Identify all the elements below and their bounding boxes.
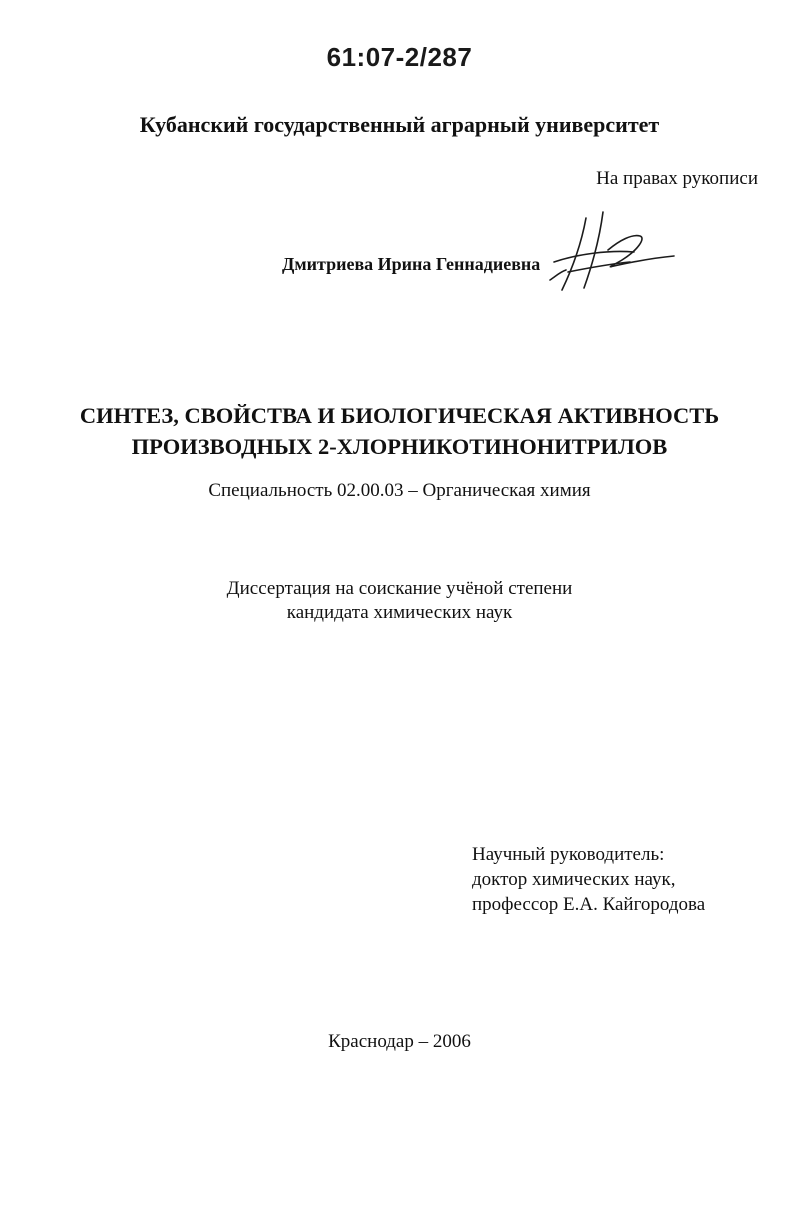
- degree-statement: [0, 577, 799, 625]
- city-year: Краснодар – 2006: [328, 1031, 471, 1052]
- supervisor-line-1: Научный руководитель:: [472, 844, 665, 865]
- supervisor-line-3: профессор Е.А. Кайгородова: [472, 894, 706, 915]
- specialty: Специальность 02.00.03 – Органическая химия: [208, 480, 591, 501]
- rights-note: На правах рукописи: [596, 168, 758, 189]
- author-name: Дмитриева Ирина Геннадиевна: [282, 254, 541, 274]
- degree-line-2: кандидата химических наук: [286, 602, 513, 623]
- archive-stamp: 61:07-2/287: [326, 42, 473, 72]
- university-name: Кубанский государственный аграрный университет: [139, 112, 660, 137]
- supervisor-line-2: доктор химических наук,: [472, 869, 676, 890]
- supervisor-block: [472, 842, 705, 917]
- degree-line-1: Диссертация на соискание учёной степени: [226, 578, 573, 599]
- handwritten-signature: [548, 210, 678, 292]
- title-line-2: ПРОИЗВОДНЫХ 2-ХЛОРНИКОТИНОНИТРИЛОВ: [131, 434, 668, 459]
- dissertation-title: [0, 400, 799, 462]
- title-line-1: СИНТЕЗ, СВОЙСТВА И БИОЛОГИЧЕСКАЯ АКТИВНОСТЬ: [79, 403, 720, 428]
